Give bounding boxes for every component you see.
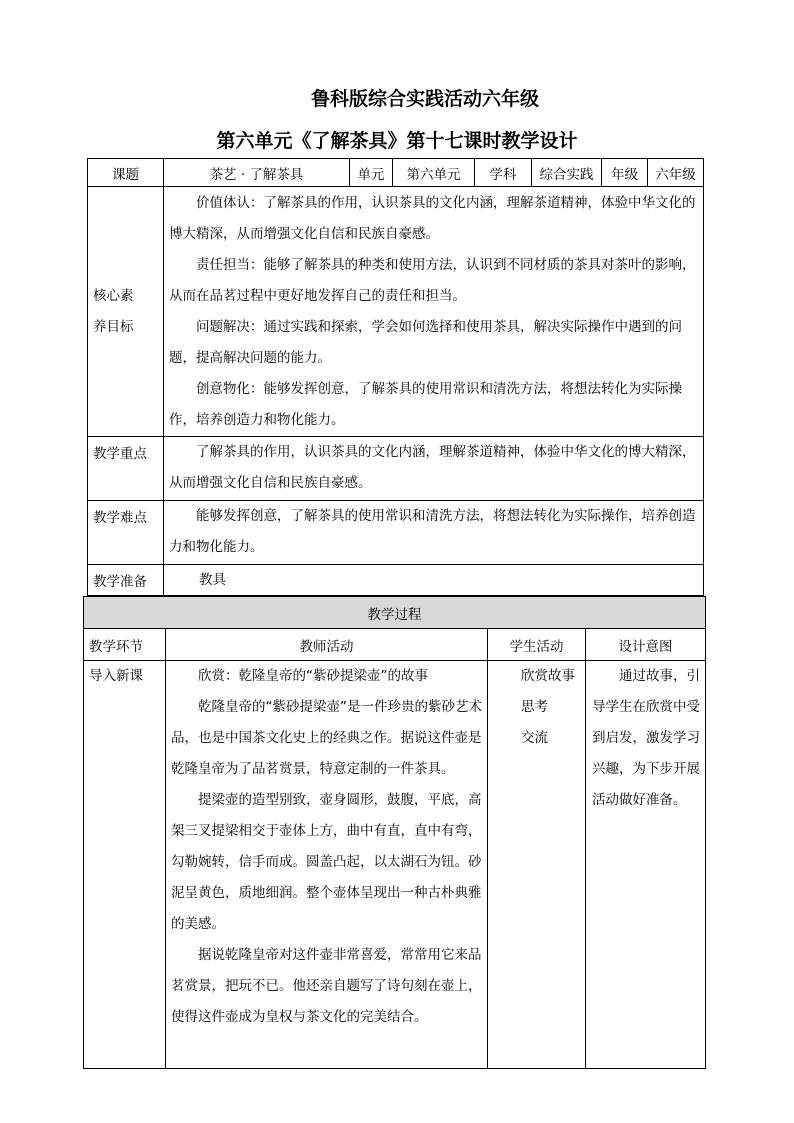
- intent-header: 设计意图: [586, 629, 706, 661]
- student-item-2: 思考: [521, 699, 548, 715]
- teacher-activity: [166, 661, 488, 1069]
- teacher-para-3: 提梁壶的造型别致，壶身圆形，鼓腹，平底，高架三叉提梁相交于壶体上方，曲中有直，直中有弯，勾勒婉转，信手而成。圆盖凸起，以太湖石为钮。砂泥呈黄色，质地细润。整个壶体呈现出一种古朴典雅的美感。: [171, 792, 482, 932]
- student-activity: [488, 661, 586, 1069]
- design-intent: [586, 661, 706, 1069]
- subject-value: 综合实践: [532, 159, 602, 187]
- core-row: [88, 187, 704, 437]
- prep-row: [88, 565, 704, 596]
- difficulty-row: [88, 501, 704, 565]
- course-label: 课题: [88, 159, 164, 187]
- stage-header: 教学环节: [84, 629, 166, 661]
- course-value: 茶艺 · 了解茶具: [164, 159, 350, 187]
- difficulty-text: [164, 501, 704, 565]
- lesson-title: 第六单元《了解茶具》第十七课时教学设计: [216, 130, 578, 152]
- grade-label: 年级: [602, 159, 648, 187]
- unit-label: 单元: [350, 159, 393, 187]
- core-para-problem: 问题解决：通过实践和探索，学会如何选择和使用茶具，解决实际操作中遇到的问题，提高解决问题的能力。: [169, 319, 682, 366]
- prep-text: [164, 565, 704, 596]
- document-title: 鲁科版综合实践活动六年级: [310, 88, 539, 110]
- core-para-value: 价值体认：了解茶具的作用，认识茶具的文化内涵，理解茶道精神，体验中华文化的博大精深，从而增强文化自信和民族自豪感。: [169, 195, 696, 242]
- info-table: [87, 158, 704, 596]
- process-header-row: [84, 629, 706, 661]
- difficulty-label: 教学难点: [88, 501, 164, 565]
- prep-value: 教具: [199, 571, 226, 588]
- intent-text: 通过故事，引导学生在欣赏中受到启发，激发学习兴趣，为下步开展活动做好准备。: [592, 668, 700, 808]
- prep-label: 教学准备: [88, 565, 164, 596]
- stage-intro: 导入新课: [84, 661, 166, 1069]
- process-row-intro: [84, 661, 706, 1069]
- teacher-para-1: 欣赏：乾隆皇帝的“紫砂提梁壶”的故事: [198, 668, 428, 684]
- process-band-row: [84, 597, 706, 629]
- info-header-row: [88, 159, 704, 187]
- difficulty-para: 能够发挥创意，了解茶具的使用常识和清洗方法，将想法转化为实际操作，培养创造力和物化能力。: [169, 508, 696, 555]
- core-label-line2: 养目标: [93, 318, 134, 335]
- teacher-para-2: 乾隆皇帝的“紫砂提梁壶”是一件珍贵的紫砂艺术品，也是中国茶文化史上的经典之作。据说这件壶是乾隆皇帝为了品茗赏景，特意定制的一件茶具。: [171, 699, 482, 777]
- focus-para: 了解茶具的作用，认识茶具的文化内涵，理解茶道精神，体验中华文化的博大精深，从而增强文化自信和民族自豪感。: [169, 444, 696, 491]
- student-item-3: 交流: [521, 730, 548, 746]
- core-label: [88, 187, 164, 437]
- core-content: [164, 187, 704, 437]
- process-band: 教学过程: [84, 597, 706, 629]
- grade-value: 六年级: [648, 159, 704, 187]
- core-para-responsibility: 责任担当：能够了解茶具的种类和使用方法，认识到不同材质的茶具对茶叶的影响，从而在品茗过程中更好地发挥自己的责任和担当。: [169, 257, 696, 304]
- focus-text: [164, 437, 704, 501]
- core-para-creativity: 创意物化：能够发挥创意，了解茶具的使用常识和清洗方法，将想法转化为实际操作，培养创造力和物化能力。: [169, 381, 682, 428]
- unit-value: 第六单元: [393, 159, 475, 187]
- teacher-para-4: 据说乾隆皇帝对这件壶非常喜爱，常常用它来品茗赏景，把玩不已。他还亲自题写了诗句刻在壶上，使得这件壶成为皇权与茶文化的完美结合。: [171, 947, 482, 1025]
- student-header: 学生活动: [488, 629, 586, 661]
- subject-label: 学科: [475, 159, 532, 187]
- teacher-header: 教师活动: [166, 629, 488, 661]
- focus-label: 教学重点: [88, 437, 164, 501]
- process-table: [83, 596, 706, 1069]
- focus-row: [88, 437, 704, 501]
- core-label-line1: 核心素: [93, 287, 134, 304]
- student-item-1: 欣赏故事: [521, 668, 575, 684]
